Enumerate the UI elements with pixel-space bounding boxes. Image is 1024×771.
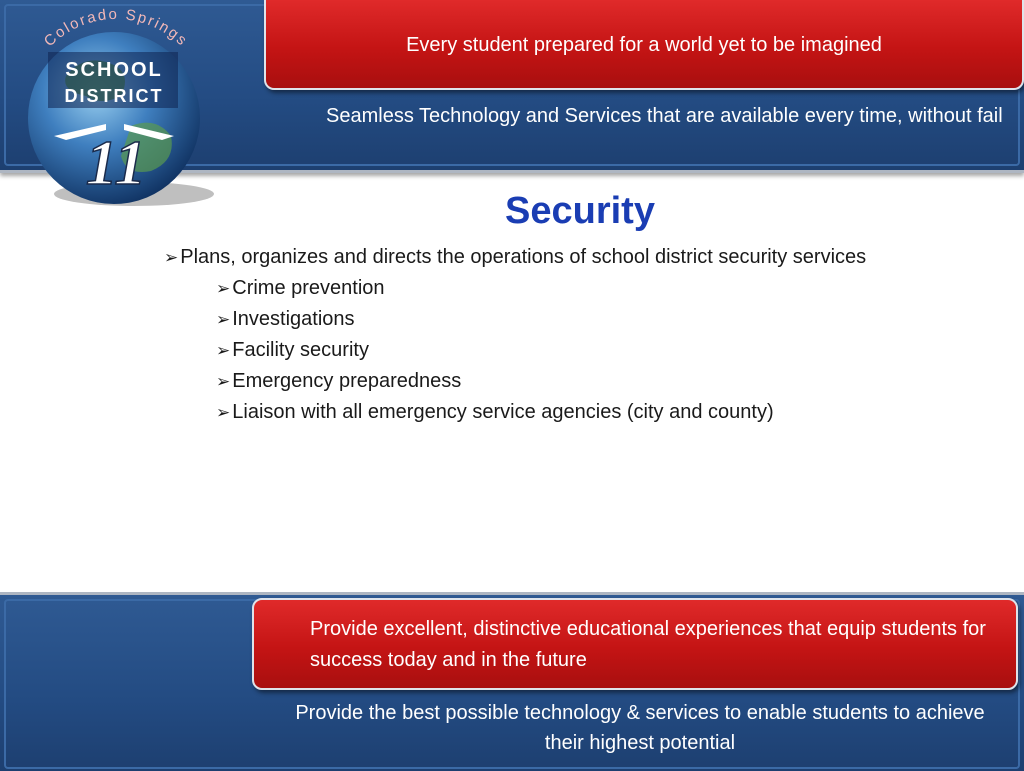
bullet-text: Plans, organizes and directs the operations of school district security services [180, 246, 867, 268]
bullet-text: Investigations [232, 308, 355, 330]
logo-line2: DISTRICT [64, 86, 164, 106]
bullet-item [164, 246, 866, 269]
arrow-bullet-icon: ➢ [216, 372, 231, 391]
bullet-item [216, 339, 369, 362]
arrow-bullet-icon: ➢ [216, 279, 231, 298]
arrow-bullet-icon: ➢ [216, 310, 231, 329]
arrow-bullet-icon: ➢ [164, 248, 179, 267]
bullet-text: Crime prevention [232, 277, 385, 299]
logo-arc-text: Colorado Springs [40, 6, 192, 51]
header-subtitle: Seamless Technology and Services that are available every time, without fail [326, 105, 1003, 127]
logo-line1: SCHOOL [65, 59, 163, 81]
mission-text: Provide excellent, distinctive educational experiences that equip students for success today and in the future [310, 618, 986, 671]
arrow-bullet-icon: ➢ [216, 403, 231, 422]
bullet-text: Facility security [232, 339, 369, 361]
mission-banner [252, 598, 1018, 690]
bullet-item [216, 277, 385, 300]
bullet-text: Emergency preparedness [232, 370, 462, 392]
arrow-bullet-icon: ➢ [216, 341, 231, 360]
district-logo [6, 6, 226, 216]
bullet-item [216, 308, 355, 331]
bullet-item [216, 370, 461, 393]
tagline-text: Every student prepared for a world yet to be imagined [406, 34, 882, 56]
bullet-item [216, 401, 774, 424]
page-title: Security [505, 190, 655, 232]
vision-text: Provide the best possible technology & services to enable students to achieve their highest potential [295, 702, 985, 754]
tagline-banner [264, 0, 1024, 90]
bullet-text: Liaison with all emergency service agencies (city and county) [232, 401, 774, 423]
logo-number: 11 [85, 127, 147, 198]
